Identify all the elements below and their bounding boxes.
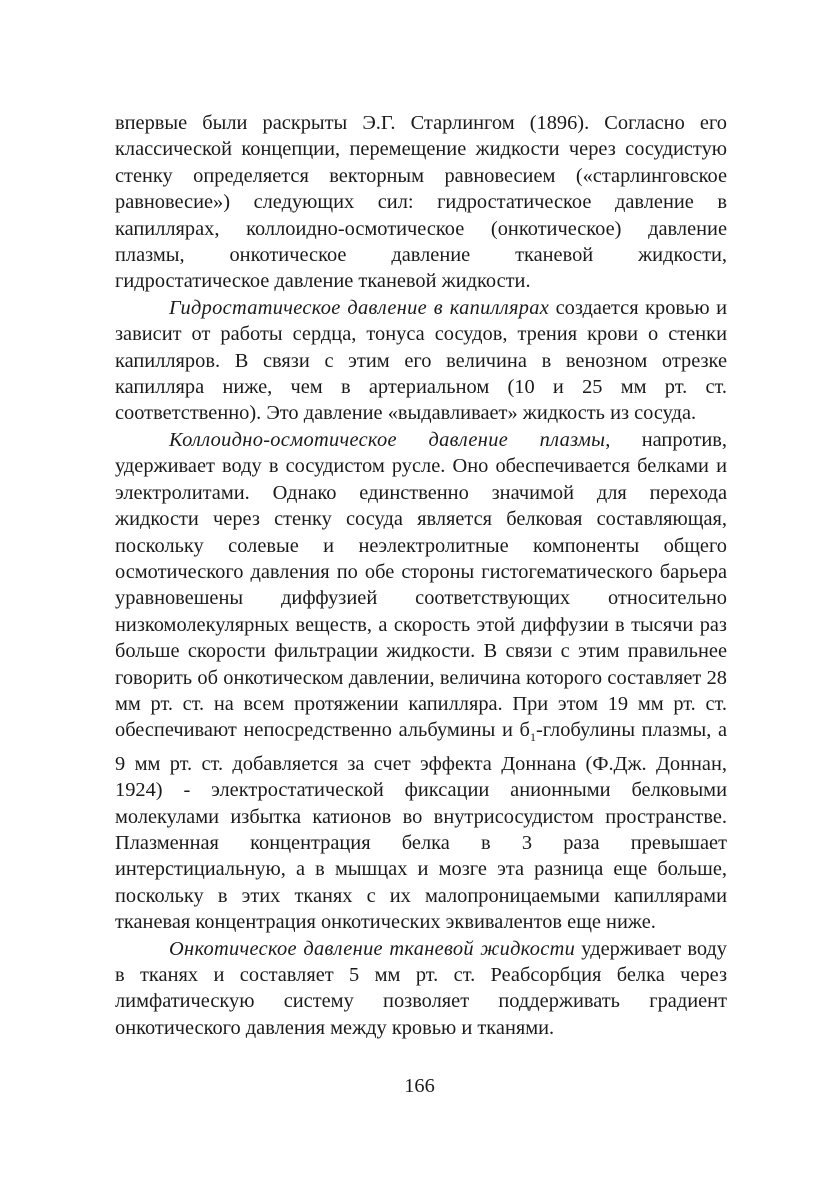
paragraph-4-text: удерживает воду в тканях и составляет 5 мм рт. ст. Реабсорбция белка через лимфатическую систему позволяет поддерживать градиент онкотического давления между кровью и тканями. bbox=[115, 937, 728, 1039]
paragraph-1-text: впервые были раскрыты Э.Г. Старлингом (1896). Согласно его классической концепции, перемещение жидкости через сосудистую стенку определяется векторным равновесием («старлинговское равновесие») следующих сил: гидростатическое давление в капиллярах, коллоидно-осмотическое (онкотическое) давление плазмы, онкотическое давление тканевой жидкости, гидростатическое давление тканевой жидкости. bbox=[115, 112, 727, 293]
paragraph-2 bbox=[115, 295, 727, 427]
term-hydrostatic-pressure: Гидростатическое давление в капиллярах bbox=[169, 296, 550, 319]
paragraph-3 bbox=[115, 427, 727, 936]
page-body bbox=[115, 110, 727, 1041]
paragraph-3-text-continued: -глобулины плазмы, а 9 мм рт. ст. добавляется за счет эффекта Доннана (Ф.Дж. Доннан, 1924) - электростатической фиксации анионными белковыми молекулами избытка катионов во внутрисосудистом пространстве. Плазменная концентрация белка в 3 раза превышает интерстициальную, а в мышцах и мозге эта разница еще больше, поскольку в этих тканях с их малопроницаемыми капиллярами тканевая концентрация онкотических эквивалентов еще ниже. bbox=[115, 719, 727, 934]
paragraph-4 bbox=[115, 936, 727, 1042]
paragraph-3-globulin-prefix: б bbox=[512, 719, 530, 742]
paragraph-3-subscript: 1 bbox=[529, 730, 536, 745]
term-oncotic-tissue-pressure: Онкотическое давление тканевой жидкости bbox=[169, 937, 576, 960]
paragraph-1 bbox=[115, 110, 727, 295]
paragraph-3-text: , напротив, удерживает воду в сосудистом русле. Оно обеспечивается белками и электролитами. Однако единственно значимой для перехода жидкости через стенку сосуда является белковая составляющая, поскольку солевые и неэлектролитные компоненты общего осмотического давления по обе стороны гистогематического барьера уравновешены диффузией соответствующих относительно низкомолекулярных веществ, а скорость этой диффузии в тысячи раз больше скорости фильтрации жидкости. В связи с этим правильнее говорить об онкотическом давлении, величина которого составляет 28 мм рт. ст. на всем протяжении капилляра. При этом 19 мм рт. ст. обеспечивают непосредственно альбумины и bbox=[115, 428, 727, 742]
page-number: 166 bbox=[404, 1075, 435, 1097]
term-colloid-osmotic-pressure: Коллоидно-осмотическое давление плазмы bbox=[169, 428, 606, 451]
paragraph-2-text: создается кровью и зависит от работы сердца, тонуса сосудов, трения крови о стенки капилляров. В связи с этим его величина в венозном отрезке капилляра ниже, чем в артериальном (10 и 25 мм рт. ст. соответственно). Это давление «выдавливает» жидкость из сосуда. bbox=[115, 296, 727, 425]
